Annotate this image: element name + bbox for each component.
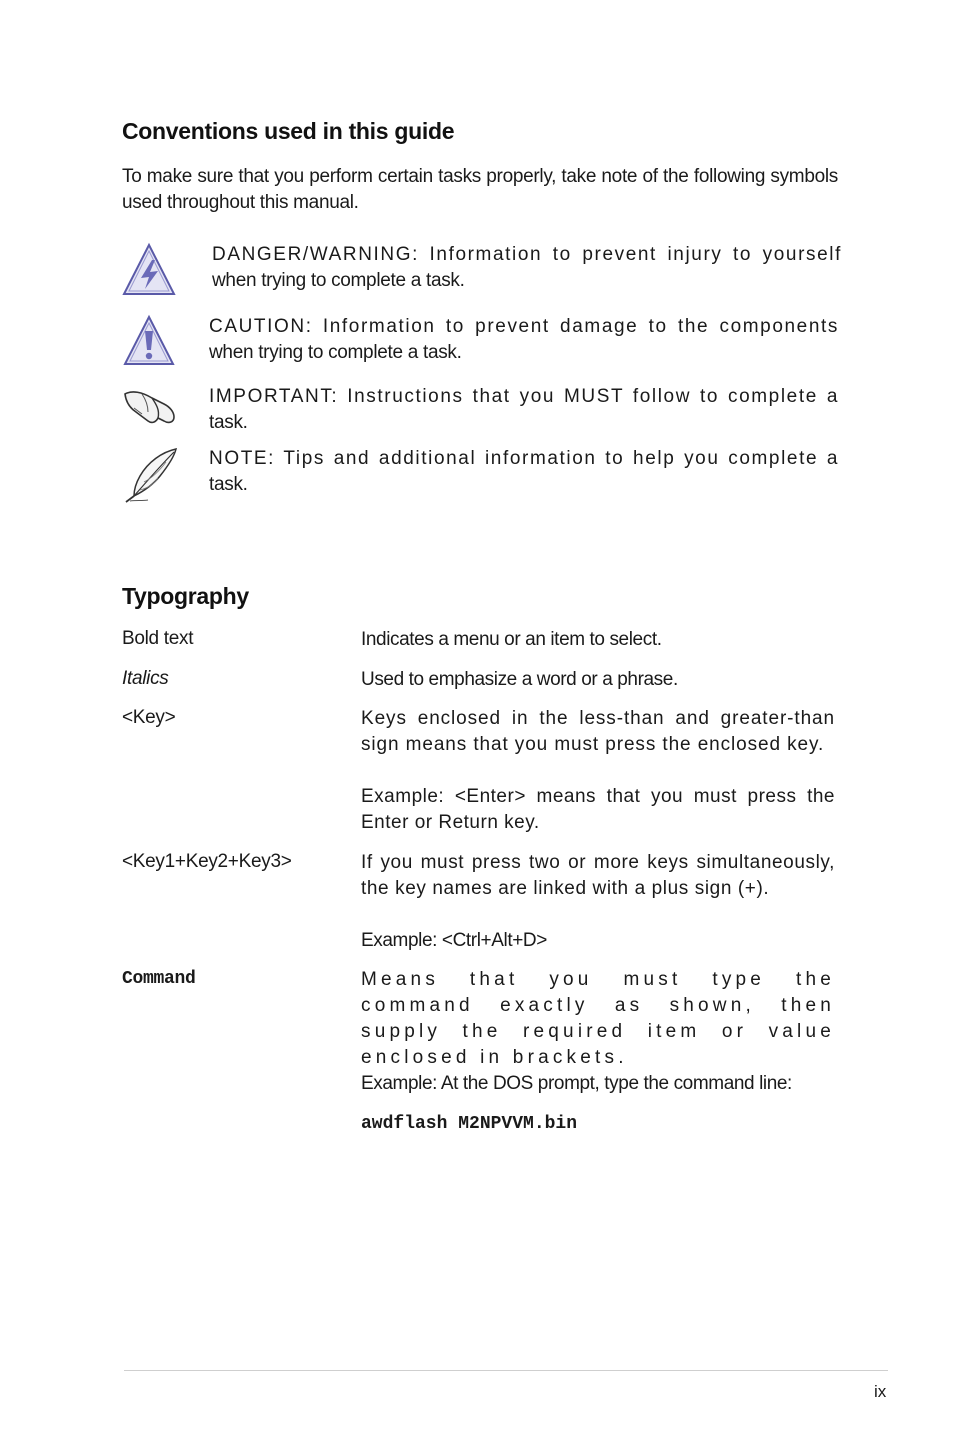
notice-caution	[209, 314, 839, 366]
typo-example-key: Example: <Enter> means that you must press the Enter or Return key.	[361, 786, 835, 833]
typo-example-key-combo: Example: <Ctrl+Alt+D>	[361, 930, 547, 951]
typo-term-bold: Bold text	[122, 628, 194, 649]
notice-danger-rest: when trying to complete a task.	[212, 270, 465, 291]
typo-desc-bold: Indicates a menu or an item to select.	[361, 629, 662, 650]
conventions-heading: Conventions used in this guide	[122, 118, 455, 144]
note-feather-icon	[122, 446, 180, 504]
typo-desc-key: Keys enclosed in the less-than and greater-than sign means that you must press the enclosed key.	[361, 708, 835, 755]
typo-command-line: awdflash M2NPVVM.bin	[361, 1114, 578, 1134]
notice-note	[209, 446, 839, 498]
typo-term-key-combo: <Key1+Key2+Key3>	[122, 851, 292, 872]
caution-icon	[122, 314, 176, 368]
typo-example-command: Example: At the DOS prompt, type the command line:	[361, 1073, 792, 1094]
notice-caution-rest: when trying to complete a task.	[209, 342, 462, 363]
typo-term-italics: Italics	[122, 668, 169, 689]
notice-caution-lead: CAUTION: Information to prevent damage to the components	[209, 316, 839, 337]
notice-note-lead: NOTE: Tips and additional information to help you complete a	[209, 448, 839, 469]
typography-heading: Typography	[122, 583, 249, 609]
notice-important-lead: IMPORTANT: Instructions that you MUST follow to complete a	[209, 386, 839, 407]
conventions-intro: To make sure that you perform certain tasks properly, take note of the following symbols used throughout this manual.	[122, 166, 838, 213]
page-number: ix	[874, 1382, 887, 1401]
notice-important	[209, 384, 839, 436]
notice-danger-lead: DANGER/WARNING: Information to prevent injury to yourself	[212, 244, 842, 265]
typo-desc-key-combo: If you must press two or more keys simultaneously, the key names are linked with a plus sign (+).	[361, 852, 835, 899]
typo-term-command: Command	[122, 969, 196, 989]
footer-rule	[124, 1370, 888, 1371]
important-hand-icon	[122, 384, 178, 430]
notice-important-rest: task.	[209, 412, 248, 433]
typo-desc-command: Means that you must type the command exactly as shown, then supply the required item or value enclosed in brackets.	[361, 969, 835, 1068]
notice-danger	[212, 242, 842, 294]
typo-desc-italics: Used to emphasize a word or a phrase.	[361, 669, 678, 690]
danger-warning-icon	[121, 242, 177, 298]
notice-note-rest: task.	[209, 474, 248, 495]
typo-term-key: <Key>	[122, 707, 176, 728]
